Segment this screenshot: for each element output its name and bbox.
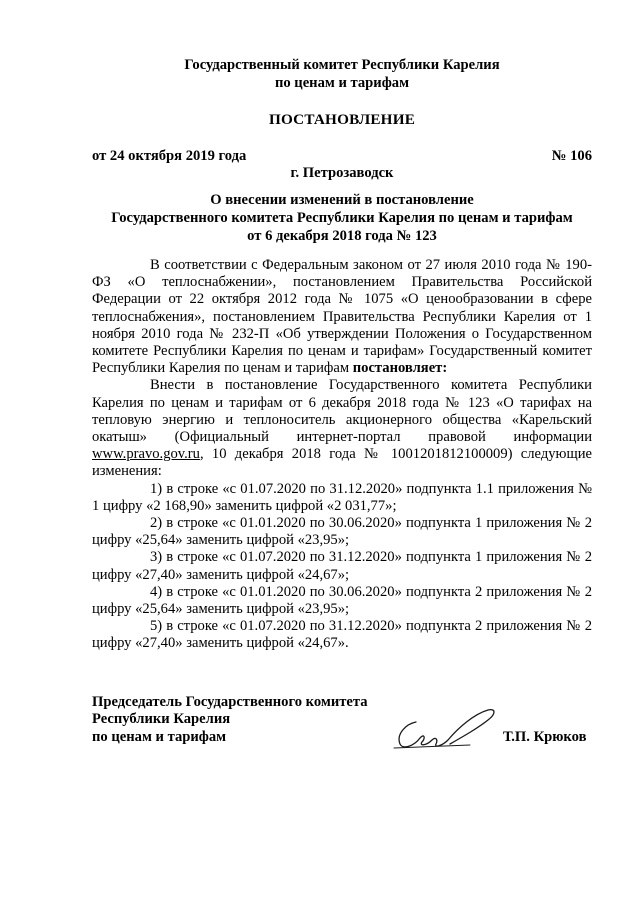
handwritten-signature [388, 700, 500, 756]
city: г. Петрозаводск [290, 165, 394, 181]
signatory-title-line-3: по ценам и тарифам [92, 728, 227, 745]
intro-text-part-2: , 10 декабря 2018 года № 1001201812100009) следующие изменения: [92, 446, 592, 480]
document-date: от 24 октября 2019 года [92, 148, 247, 164]
document-body [92, 257, 592, 653]
pravo-portal-link[interactable]: www.pravo.gov.ru [92, 446, 200, 463]
signatory-name: Т.П. Крюков [503, 729, 587, 745]
signatory-title-line-2: Республики Карелия [92, 711, 231, 728]
amendment-item-2: 2) в строке «с 01.01.2020 по 30.06.2020» подпункта 1 приложения № 2 цифру «25,64» заменить цифрой «23,95»; [92, 515, 592, 549]
intro-paragraph [92, 377, 592, 480]
issuing-authority [92, 56, 592, 92]
document-subject [92, 191, 592, 245]
preamble-text: В соответствии с Федеральным законом от 27 июля 2010 года № 190-ФЗ «О теплоснабжении», постановлением Правительства Российской Федерации от 22 октября 2012 года № 1075 «О ценообразовании в сфере теплоснабжения», постановлением Правительства Республики Карелия от 1 ноября 2010 года № 232-П «Об утверждении Положения о Государственном комитете Республики Карелия по ценам и тарифам» Государственный комитет Республики Карелия по ценам и тарифам [92, 257, 592, 377]
amendment-item-4: 4) в строке «с 01.01.2020 по 30.06.2020» подпункта 2 приложения № 2 цифру «25,64» заменить цифрой «23,95»; [92, 583, 592, 618]
signatory-title [92, 694, 412, 746]
preamble-paragraph [92, 257, 592, 377]
authority-line-1: Государственный комитет Республики Карелия [184, 57, 500, 73]
signatory-title-line-1: Председатель Государственного комитета [92, 694, 368, 710]
subject-line-3: от 6 декабря 2018 года № 123 [247, 228, 437, 244]
resolves-keyword: постановляет: [352, 360, 448, 377]
amendment-item-5: 5) в строке «с 01.07.2020 по 31.12.2020» подпункта 2 приложения № 2 цифру «27,40» заменить цифрой «24,67». [92, 618, 592, 652]
amendment-item-3: 3) в строке «с 01.07.2020 по 31.12.2020» подпункта 1 приложения № 2 цифру «27,40» заменить цифрой «24,67»; [92, 549, 592, 583]
document-number: № 106 [551, 148, 592, 164]
authority-line-2: по ценам и тарифам [274, 75, 410, 91]
subject-line-1: О внесении изменений в постановление [210, 192, 474, 208]
intro-text-part-1: Внести в постановление Государственного комитета Республики Карелия по ценам и тарифам от 6 декабря 2018 года № 123 «О тарифах на тепловую энергию и теплоноситель акционерного общества «Карельский окатыш» (Официальный интернет-портал правовой информации [92, 377, 592, 446]
amendment-item-1: 1) в строке «с 01.07.2020 по 31.12.2020» подпункта 1.1 приложения № 1 цифру «2 168,90» заменить цифрой «2 031,77»; [92, 480, 592, 514]
document-type: ПОСТАНОВЛЕНИЕ [268, 111, 416, 128]
date-number-row [92, 147, 592, 165]
subject-line-2: Государственного комитета Республики Карелия по ценам и тарифам [111, 210, 573, 226]
